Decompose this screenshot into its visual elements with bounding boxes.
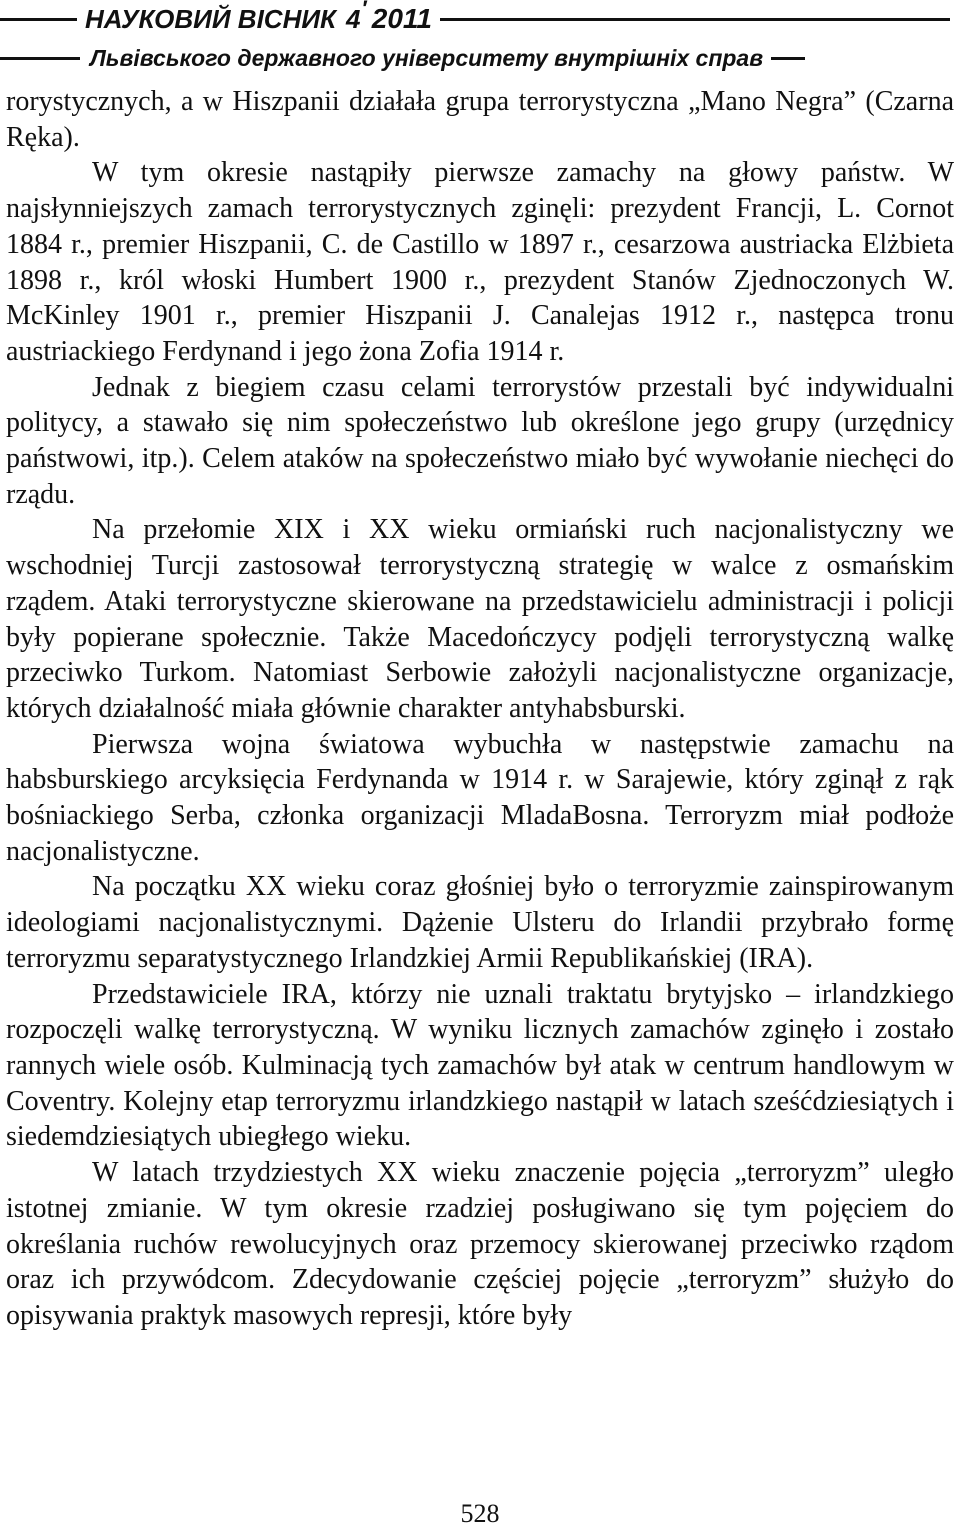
paragraph: Pierwsza wojna światowa wybuchła w następstwie zamachu na habsburskiego arcyksięcia Ferdynanda w 1914 r. w Sarajewie, który zginął z rąk bośniackiego Serba, członka organizacji MladaBosna. Terroryzm miał podłoże nacjonalistyczne. [6,728,954,867]
header-rule-left [0,18,77,21]
paragraph: Jednak z biegiem czasu celami terrorystów przestali być indywidualni politycy, a stawało się nim społeczeństwo lub określone jego grupy (urzędnicy państwowi, itp.). Celem ataków na społeczeństwo miało być wywołanie niechęci do rządu. [6,371,954,510]
paragraph: W latach trzydziestych XX wieku znaczenie pojęcia „terroryzm” uległo istotnej zmianie. W tym okresie rzadziej posługiwano się tym pojęciem do określania ruchów rewolucyjnych oraz przemocy skierowanej przeciwko rządom oraz ich przywódcom. Zdecydowanie częściej pojęcie „terroryzm” służyło do opisywania praktyk masowych represji, które były [6,1157,954,1331]
running-header [0,0,960,80]
issue-mark: ′ [362,0,368,21]
issue-year: 2011 [371,3,432,34]
journal-title: НАУКОВИЙ ВІСНИК [85,3,337,34]
page-number: 528 [460,1499,500,1528]
paragraph: Na przełomie XIX i XX wieku ormiański ruch nacjonalistyczny we wschodniej Turcji zastosował terrorystyczną strategię w walce z osmańskim rządem. Ataki terrorystyczne skierowane na przedstawicielu administracji i policji były popierane społecznie. Także Macedończycy podjęli terrorystyczną walkę przeciwko Turkom. Natomiast Serbowie założyli nacjonalistyczne organizacje, których działalność miała głównie charakter antyhabsburski. [6,514,954,724]
header-subtitle-row [0,40,960,76]
issue-number: 4 [346,3,361,34]
paragraph-continued: rorystycznych, a w Hiszpanii działała grupa terrorystyczna „Mano Negra” (Czarna Ręka). [6,86,954,153]
body-text [6,84,954,1334]
header-title-row [0,0,960,38]
paragraph: Przedstawiciele IRA, którzy nie uznali traktatu brytyjsko – irlandzkiego rozpoczęli walkę terrorystyczną. W wyniku licznych zamachów zginęło i zostało rannych wiele osób. Kulminacją tych zamachów był atak w centrum handlowym w Coventry. Kolejny etap terroryzmu irlandzkiego nastąpił w latach sześćdziesiątych i siedemdziesiątych ubiegłego wieku. [6,978,954,1153]
paragraph: Na początku XX wieku coraz głośniej było o terroryzmie zainspirowanym ideologiami nacjonalistycznymi. Dążenie Ulsteru do Irlandii przybrało formę terroryzmu separatystycznego Irlandzkiej Armii Republikańskiej (IRA). [6,871,954,974]
subtitle-rule-left [0,57,80,60]
subtitle-rule-right [771,57,805,60]
journal-subtitle: Львівського державного університету внутрішніх справ [90,44,764,71]
header-rule-right [440,18,950,21]
paragraph: W tym okresie nastąpiły pierwsze zamachy na głowy państw. W najsłynniejszych zamach terrorystycznych zginęli: prezydent Francji, L. Cornot 1884 r., premier Hiszpanii, C. de Castillo w 1897 r., cesarzowa austriacka Elżbieta 1898 r., król włoski Humbert 1900 r., prezydent Stanów Zjednoczonych W. McKinley 1901 r., premier Hiszpanii J. Canalejas 1912 r., następca tronu austriackiego Ferdynand i jego żona Zofia 1914 r. [6,157,954,367]
